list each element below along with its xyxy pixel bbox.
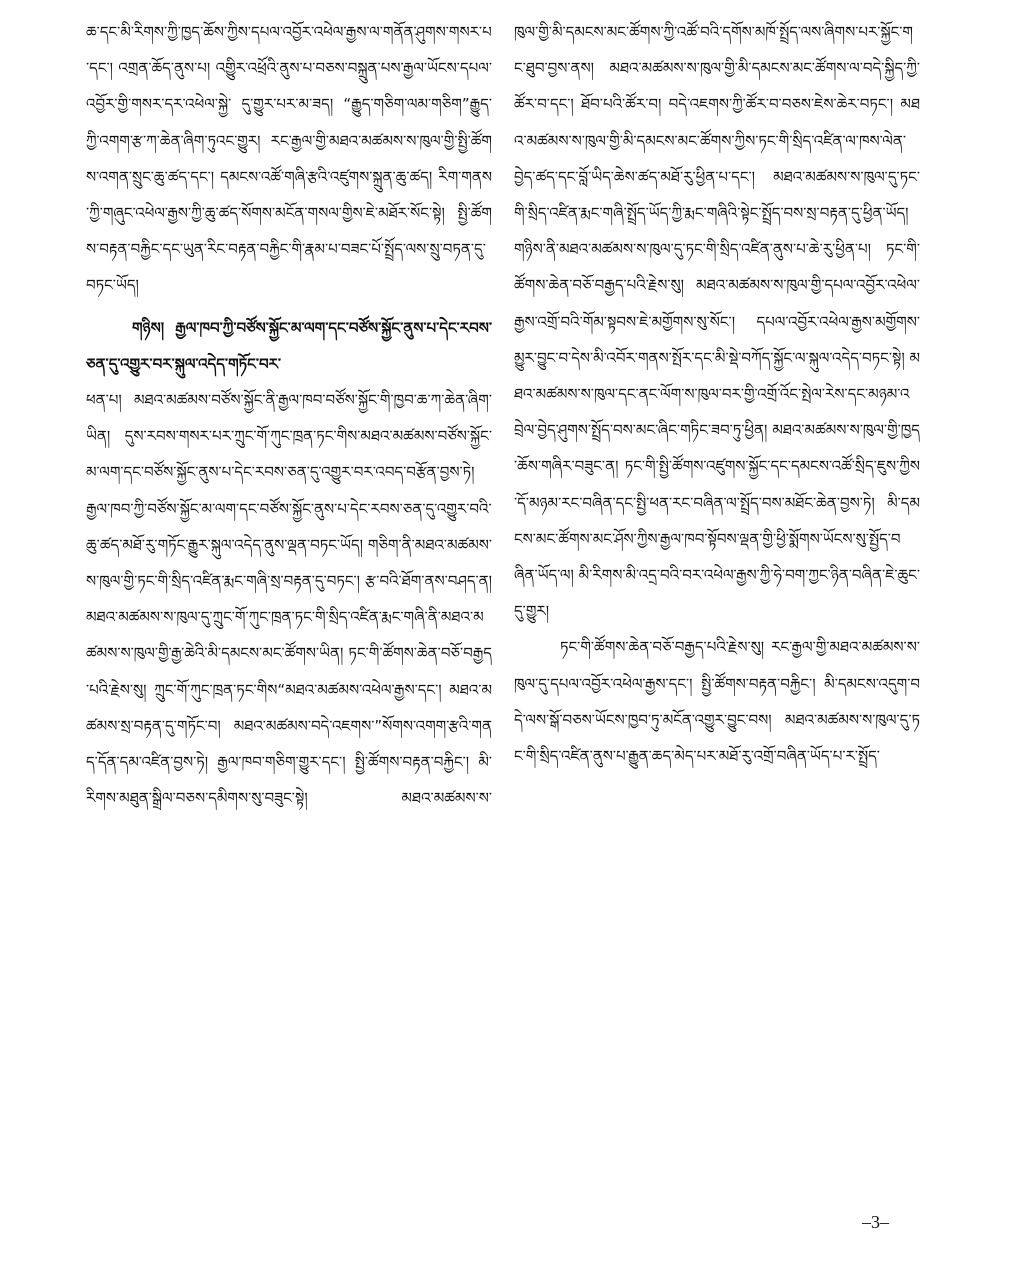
- paragraph: ཕན་པ། མཐའ་མཚམས་བཙོས་སྐྱོང་ནི་རྒྱལ་ཁབ་བཙོས་སྐྱོང་གི་ཁྱབ་ཆ་ཀ་ཆེན་ཞིག་ཡིན། དུས་རབས་གསར་པར་ཀྲུང་གོ་ཀུང་ཁྲན་ཏང་གིས་མཐའ་མཚམས་བཙོས་སྐྱོང་མ་ལག་དང་བཙོས་སྐྱོང་ནུས་པ་དེང་རབས་ཅན་དུ་འགྱུར་བར་འབད་བརྩོན་བྱས་ཏེ། རྒྱལ་ཁབ་ཀྱི་བཙོས་སྐྱོང་མ་ལག་དང་བཙོས་སྐྱོང་ནུས་པ་དེང་རབས་ཅན་དུ་འགྱུར་བའི་ཆུ་ཚད་མཐོ་རུ་གཏོང་རྒྱུར་སྐུལ་འདེད་ནུས་ལྡན་བཏང་ཡོད། གཅིག་ནི་མཐའ་མཚམས་ས་ཁུལ་གྱི་ཏང་གི་སྲིད་འཛིན་རྨང་གཞི་སྲ་བརྟན་དུ་བཏང་། རྩ་བའི་ཐོག་ནས་བཤད་ན། མཐའ་མཚམས་ས་ཁུལ་དུ་ཀྲུང་གོ་ཀུང་ཁྲན་ཏང་གི་སྲིད་འཛིན་རྨང་གཞི་ནི་མཐའ་མཚམས་ས་ཁུལ་གྱི་རྒྱ་ཆེའི་མི་དམངས་མང་ཚོགས་ཡིན། ཏང་གི་ཚོགས་ཆེན་བཅོ་བརྒྱད་པའི་རྗེས་སུ། ཀྲུང་གོ་ཀུང་ཁྲན་ཏང་གིས“མཐའ་མཚམས་འཕེལ་རྒྱས་དང་། མཐའ་མཚམས་སྲ་བརྟན་དུ་གཏོང་བ། མཐའ་མཚམས་བདེ་འཇགས་”སོགས་འགག་རྩའི་གནད་དོན་དམ་འཛིན་བྱས་ཏེ། རྒྱལ་ཁབ་གཅིག་གྱུར་དང་། སྤྱི་ཚོགས་བརྟན་བརྐྱིང་། མི་རིགས་མཐུན་སྒྲིལ་བཅས་དམིགས་སུ་བཟུང་སྟེ། མཐའ་མཚམས་ས་: [86, 391, 492, 808]
- left-column: [86, 14, 492, 816]
- paragraph: ཏང་གི་ཚོགས་ཆེན་བཅོ་བརྒྱད་པའི་རྗེས་སུ། རང་རྒྱལ་གྱི་མཐའ་མཚམས་ས་ཁུལ་དུ་དཔལ་འབྱོར་འཕེལ་རྒྱས་དང་། སྤྱི་ཚོགས་བརྟན་བརྐྱིང་། མི་དམངས་འདུག་བདེ་ལས་སྒོ་བཅས་ཡོངས་ཁྱབ་ཏུ་མངོན་འགྱུར་བྱུང་བས། མཐའ་མཚམས་ས་ཁུལ་དུ་ཏང་གི་སྲིད་འཛིན་ནུས་པ་རྒྱུན་ཆད་མེད་པར་མཐོ་རུ་འགྲོ་བཞིན་ཡོད་པ་ར་སྤྲོད་: [514, 638, 920, 766]
- right-column: [514, 14, 920, 774]
- page-number: –3–: [862, 1212, 889, 1232]
- paragraph: ཆ་དང་མི་རིགས་ཀྱི་ཁྱད་ཆོས་ཀྱིས་དཔལ་འབྱོར་འཕེལ་རྒྱས་ལ་གནོན་ཤུགས་གསར་པ་དང་། འགྲན་ཆོད་ནུས་པ། འགྱིུར་འཕྲོའི་ནུས་པ་བཅས་བསྐྲུན་པས་རྒྱལ་ཡོངས་དཔལ་འབྱོར་གྱི་གསར་དར་འཕེལ་སྐྱེ་ དུ་གྱུར་པར་མ་ཟད། “རྒྱུད་གཅིག་ལམ་གཅིག”རྒྱུད་ཀྱི་འགག་རྩ་ཀ་ཆེན་ཞིག་ཏུའང་གྱུར། རང་རྒྱལ་གྱི་མཐའ་མཚམས་ས་ཁུལ་གྱི་སྤྱི་ཚོགས་འགན་སྲུང་ཆུ་ཚད་དང་། དམངས་འཚོ་གཞི་རྩའི་འཛུགས་སྐྲུན་ཆུ་ཚད། རིག་གནས་ཀྱི་གཞུང་འཕེལ་རྒྱས་ཀྱི་ཆུ་ཚད་སོགས་མངོན་གསལ་གྱིས་ཇེ་མཐོར་སོང་སྟེ། སྤྱི་ཚོགས་བརྟན་བརྐྱིང་དང་ཡུན་རིང་བརྟན་བརྐྱིང་གི་རྣམ་པ་བཟང་པོ་སྤྲོད་ལས་སྲུ་བཏན་དུ་བཏང་ཡོད།: [86, 23, 492, 295]
- paragraph: ཁུལ་གྱི་མི་དམངས་མང་ཚོགས་ཀྱི་འཚོ་བའི་དགོས་མཁོ་སྤྲོད་ལས་ཞིགས་པར་སྐྱོང་གང་ཐུབ་བྱས་ནས། མཐའ་མཚམས་ས་ཁུལ་གྱི་མི་དམངས་མང་ཚོགས་ལ་བདེ་སྐྱིད་ཀྱི་ཚོར་བ་དང་། ཐོབ་པའི་ཚོར་བ། བདེ་འཇགས་ཀྱི་ཚོར་བ་བཅས་ཇེས་ཆེར་བཏང་། མཐའ་མཚམས་ས་ཁུལ་གྱི་མི་དམངས་མང་ཚོགས་ཀྱིས་ཏང་གི་སྲིད་འཛིན་ལ་ཁས་ལེན་བྱེད་ཚད་དང་བློ་ཡིད་ཆེས་ཚད་མཐོ་རུ་ཕྱིན་པ་དང་། མཐའ་མཚམས་ས་ཁུལ་དུ་ཏང་གི་སྲིད་འཛིན་རྨང་གཞི་སྤྲོད་ཡོད་ཀྱི་རྨང་གཞིའི་སྟེང་སྤྲོད་བས་སྲ་བརྟན་དུ་ཕྱིན་ཡོད། གཉིས་ནི་མཐའ་མཚམས་ས་ཁུལ་དུ་ཏང་གི་སྲིད་འཛིན་ནུས་པ་ཆེ་རུ་ཕྱིན་པ། ཏང་གི་ཚོགས་ཆེན་བཅོ་བརྒྱད་པའི་རྗེས་སུ། མཐའ་མཚམས་ས་ཁུལ་གྱི་དཔལ་འབྱོར་འཕེལ་རྒྱས་འགྲོ་བའི་གོམ་སྟབས་ཇེ་མགྱོགས་སུ་སོང་། དཔལ་འབྱོར་འཕེལ་རྒྱས་མགྱོགས་མྱུར་བྱུང་བ་དེས་མི་འབོར་གནས་སྤོར་དང་མི་སྡེ་བཀོད་སྐྱོང་ལ་སྐུལ་འདེད་བཏང་སྟེ། མཐའ་མཚམས་ས་ཁུལ་དང་ནང་ལོག་ས་ཁུལ་བར་གྱི་འགྲོ་འོང་སྤེལ་རེས་དང་མཉམ་འབྲེལ་བྱེད་ཤུགས་སྤྲོད་བས་མང་ཞིང་གཏིང་ཟབ་ཏུ་ཕྱིན། མཐའ་མཚམས་ས་ཁུལ་གྱི་ཁྱད་ཆོས་གཞིར་བཟུང་ན། ཏང་གི་སྤྱི་ཚོགས་འཛུགས་སྐྱོང་དང་དམངས་འཚོ་སྲིད་ཇུས་ཀྱིས་དོ་མཉམ་རང་བཞིན་དང་སྤྱི་ཕན་རང་བཞིན་ལ་སྤྲོད་བས་མཐོང་ཆེན་བྱས་ཏེ། མི་དམངས་མང་ཚོགས་མང་ཤོས་ཀྱིས་རྒྱལ་ཁབ་སྟོབས་ལྡན་གྱི་ཕྱི་སྨོགས་ཡོངས་སུ་སྤྱོད་བཞིན་ཡོད་ལ། མི་རིགས་མི་འདྲ་བའི་བར་འཕེལ་རྒྱས་ཀྱི་ཧེ་བག་ཀྱང་ཉིན་བཞིན་ཇེ་ཆུང་དུ་གྱུར།: [514, 23, 920, 621]
- section-heading: གཉིས། རྒྱལ་ཁབ་ཀྱི་བཙོས་སྐྱོང་མ་ལག་དང་བཙོས་སྐྱོང་ནུས་པ་དེང་རབས་ཅན་དུ་འགྱུར་བར་སྐུལ་འདེད་གཏོང་བར་: [86, 318, 492, 373]
